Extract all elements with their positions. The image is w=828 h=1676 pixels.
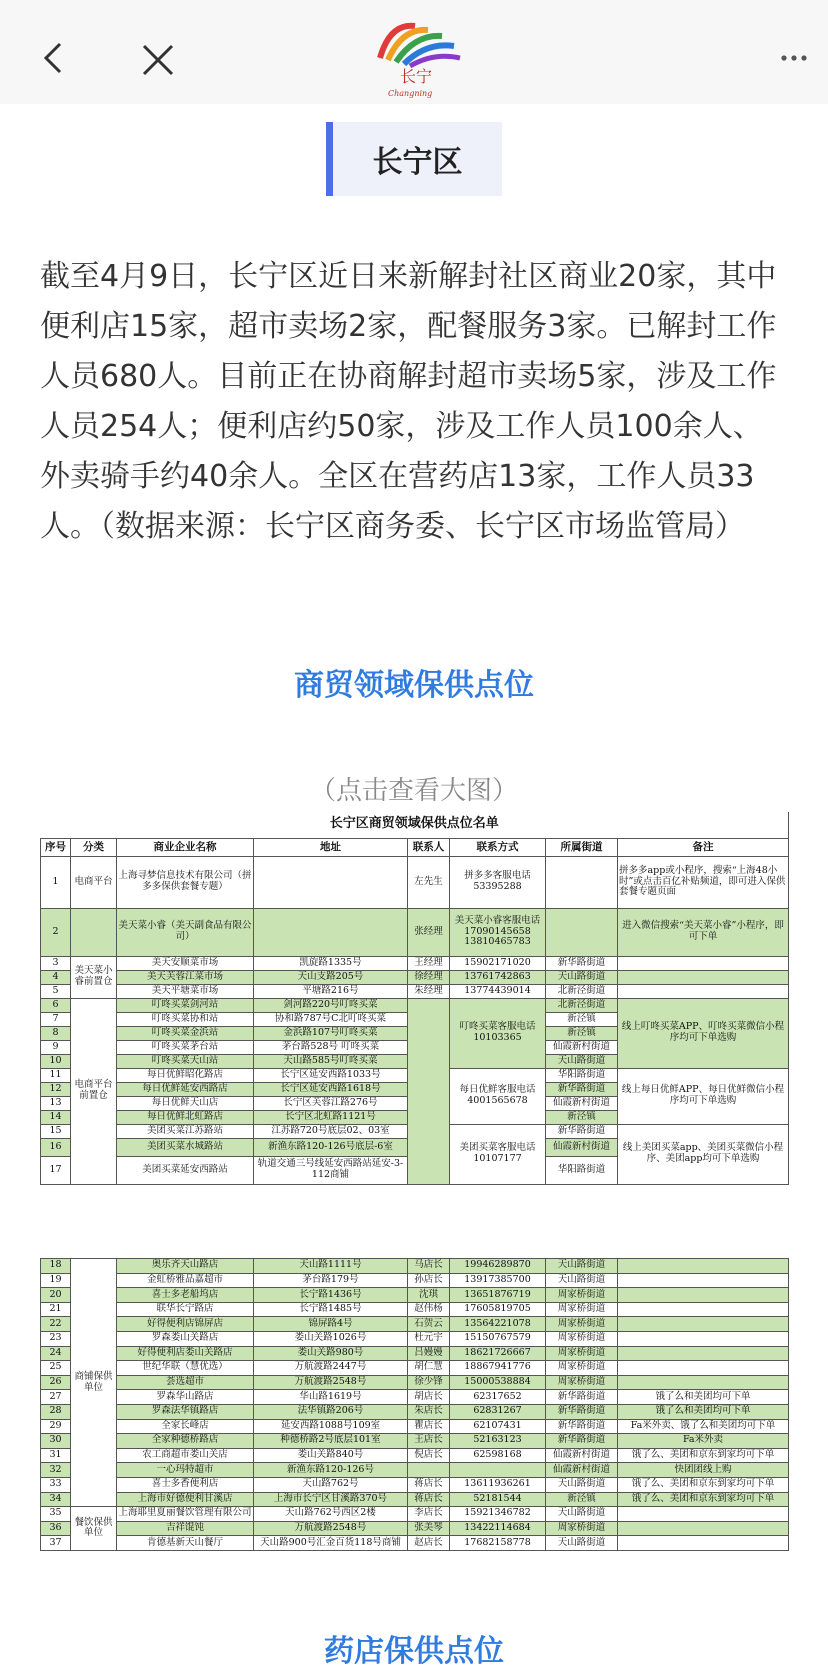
cell-no: 17 [41,1156,71,1184]
cell-contact: 徐经理 [408,970,450,984]
column-header: 地址 [254,838,408,856]
cell-contact: 王店长 [408,1434,450,1449]
cell-note [618,1273,789,1288]
column-header: 所属街道 [546,838,618,856]
cell-street: 仙霞新村街道 [546,1448,618,1463]
cell-address: 万航渡路2548号 [254,1375,408,1390]
cell-street: 华阳路街道 [546,1068,618,1082]
cell-street: 周家桥街道 [546,1317,618,1332]
cell-name: 联华长宁路店 [117,1302,254,1317]
column-header: 联系人 [408,838,450,856]
changning-logo [360,18,470,98]
cell-street: 新泾镇 [546,1492,618,1507]
cell-no: 14 [41,1110,71,1124]
cell-name: 全家种德桥路店 [117,1434,254,1449]
cell-street: 周家桥街道 [546,1331,618,1346]
cell-address: 天山支路205号 [254,970,408,984]
cell-street: 新泾镇 [546,1110,618,1124]
cell-name: 喜士多香便利店 [117,1477,254,1492]
cell-street: 北新泾街道 [546,984,618,998]
table-row [41,1390,789,1405]
cell-category [71,908,117,956]
cell-contact: 瞿店长 [408,1419,450,1434]
cell-no: 13 [41,1096,71,1110]
cell-no: 25 [41,1361,71,1376]
cell-street: 天山路街道 [546,970,618,984]
cell-contact: 赵店长 [408,1536,450,1551]
cell-no: 26 [41,1375,71,1390]
cell-address [254,908,408,956]
cell-street: 仙霞新村街道 [546,1138,618,1156]
cell-contact: 胡店长 [408,1390,450,1405]
cell-name: 一心玛特超市 [117,1463,254,1478]
cell-phone: 62317652 [450,1390,546,1405]
cell-street: 新泾镇 [546,1026,618,1040]
cell-address: 长宁区北虹路1121号 [254,1110,408,1124]
cell-address: 种德桥路2号底层101室 [254,1434,408,1449]
cell-category: 商铺保供单位 [71,1259,117,1507]
cell-no: 28 [41,1404,71,1419]
cell-address: 长宁区延安西路1618号 [254,1082,408,1096]
cell-address: 天山路900号汇金百货118号商铺 [254,1536,408,1551]
cell-no: 20 [41,1288,71,1303]
cell-street: 周家桥街道 [546,1521,618,1536]
cell-phone: 13651876719 [450,1288,546,1303]
table-row [41,1273,789,1288]
cell-street: 周家桥街道 [546,1361,618,1376]
cell-street: 北新泾街道 [546,998,618,1012]
cell-phone: 19946289870 [450,1259,546,1274]
cell-street: 天山路街道 [546,1273,618,1288]
cell-phone: 美团买菜客服电话 10107177 [450,1124,546,1184]
cell-note [618,1288,789,1303]
cell-address: 长宁路1485号 [254,1302,408,1317]
cell-name: 美团买菜水城路站 [117,1138,254,1156]
cell-address: 茅台路528号 叮咚买菜 [254,1040,408,1054]
cell-no: 4 [41,970,71,984]
cell-no: 37 [41,1536,71,1551]
cell-address: 轨道交通三号线延安西路站延安-3-112商铺 [254,1156,408,1184]
cell-address: 上海市长宁区甘溪路370号 [254,1492,408,1507]
cell-category: 电商平台 [71,856,117,908]
table-row [41,1477,789,1492]
cell-note: 饿了么、美团和京东到家均可下单 [618,1477,789,1492]
cell-street: 仙霞新村街道 [546,1096,618,1110]
cell-no: 36 [41,1521,71,1536]
cell-street: 新华路街道 [546,1434,618,1449]
cell-contact: 张经理 [408,908,450,956]
cell-street [546,908,618,956]
cell-address: 长宁区芙蓉江路276号 [254,1096,408,1110]
cell-street: 新华路街道 [546,1082,618,1096]
cell-address: 万航渡路2447号 [254,1361,408,1376]
cell-no: 10 [41,1054,71,1068]
cell-street: 仙霞新村街道 [546,1040,618,1054]
cell-note [618,1536,789,1551]
cell-note: Fa米外卖 [618,1434,789,1449]
cell-no: 33 [41,1477,71,1492]
cell-contact: 蒋店长 [408,1492,450,1507]
cell-address: 锦屏路4号 [254,1317,408,1332]
cell-contact [408,998,450,1184]
cell-address: 长宁路1436号 [254,1288,408,1303]
cell-street: 周家桥街道 [546,1288,618,1303]
cell-no: 24 [41,1346,71,1361]
cell-no: 18 [41,1259,71,1274]
cell-address: 金浜路107号叮咚买菜 [254,1026,408,1040]
cell-no: 15 [41,1124,71,1138]
cell-name: 每日优鲜昭化路店 [117,1068,254,1082]
cell-phone: 13917385700 [450,1273,546,1288]
table-row [41,956,789,970]
cell-name: 每日优鲜天山店 [117,1096,254,1110]
cell-phone: 美天菜小睿客服电话 17090145658 13810465783 [450,908,546,956]
cell-name: 金虹桥雅品嘉超市 [117,1273,254,1288]
cell-no: 3 [41,956,71,970]
cell-contact: 朱经理 [408,984,450,998]
section-title: 长宁区 [326,122,502,196]
cell-note: 饿了么、美团和京东到家均可下单 [618,1492,789,1507]
cell-contact: 李店长 [408,1507,450,1522]
cell-contact: 沈琪 [408,1288,450,1303]
cell-address: 新渔东路120-126号 [254,1463,408,1478]
table-row [41,908,789,956]
close-icon[interactable] [140,42,176,78]
cell-no: 8 [41,1026,71,1040]
cell-note: Fa米外卖、饿了么和美团均可下单 [618,1419,789,1434]
cell-contact: 张美琴 [408,1521,450,1536]
table-row [41,1375,789,1390]
cell-no: 19 [41,1273,71,1288]
cell-name: 好得便利店娄山关路店 [117,1346,254,1361]
cell-name: 每日优鲜北虹路店 [117,1110,254,1124]
cell-note: 线上每日优鲜APP、每日优鲜微信小程序均可下单选购 [618,1068,789,1124]
cell-street: 新华路街道 [546,1419,618,1434]
cell-note [618,1507,789,1522]
cell-note: 饿了么和美团均可下单 [618,1390,789,1405]
cell-name: 罗森娄山关路店 [117,1331,254,1346]
cell-address: 天山路585号叮咚买菜 [254,1054,408,1068]
cell-phone: 13564221078 [450,1317,546,1332]
cell-address: 天山路762号 [254,1477,408,1492]
cell-category: 电商平台前置仓 [71,998,117,1184]
cell-phone: 拼多多客服电话53395288 [450,856,546,908]
cell-name: 荟选超市 [117,1375,254,1390]
table-row [41,1346,789,1361]
cell-name: 世纪华联（慧优选） [117,1361,254,1376]
cell-name: 美天平塘菜市场 [117,984,254,998]
cell-address: 延安西路1088号109室 [254,1419,408,1434]
cell-note [618,1361,789,1376]
column-header: 商业企业名称 [117,838,254,856]
cell-phone: 52181544 [450,1492,546,1507]
cell-no: 30 [41,1434,71,1449]
cell-name: 美天芙蓉江菜市场 [117,970,254,984]
cell-no: 35 [41,1507,71,1522]
cell-name: 罗森法华镇路店 [117,1404,254,1419]
cell-address: 新渔东路120-126号底层-6室 [254,1138,408,1156]
cell-no: 22 [41,1317,71,1332]
cell-no: 6 [41,998,71,1012]
cell-no: 34 [41,1492,71,1507]
cell-contact: 徐少锋 [408,1375,450,1390]
cell-name: 叮咚买菜剑河站 [117,998,254,1012]
cell-address: 剑河路220号叮咚买菜 [254,998,408,1012]
cell-address: 万航渡路2548号 [254,1521,408,1536]
column-header: 联系方式 [450,838,546,856]
cell-address: 江苏路720号底层02、03室 [254,1124,408,1138]
cell-name: 奥乐齐天山路店 [117,1259,254,1274]
cell-street [546,856,618,908]
column-header: 分类 [71,838,117,856]
cell-phone: 62107431 [450,1419,546,1434]
cell-address: 平塘路216号 [254,984,408,998]
cell-contact: 吕嫚嫚 [408,1346,450,1361]
cell-contact: 石贺云 [408,1317,450,1332]
view-large-image-hint[interactable]: （点击查看大图） [309,776,518,806]
cell-name: 上海耶里夏丽餐饮管理有限公司 [117,1507,254,1522]
cell-note [618,956,789,970]
cell-street: 新华路街道 [546,956,618,970]
cell-note: 进入微信搜索“美天菜小睿”小程序，即可下单 [618,908,789,956]
cell-no: 29 [41,1419,71,1434]
top-bar [0,0,828,104]
cell-street: 天山路街道 [546,1477,618,1492]
cell-contact [408,1463,450,1478]
table-row [41,1463,789,1478]
cell-phone: 15921346782 [450,1507,546,1522]
cell-address: 娄山关路1026号 [254,1331,408,1346]
cell-phone: 18867941776 [450,1361,546,1376]
cell-no: 31 [41,1448,71,1463]
cell-no: 32 [41,1463,71,1478]
cell-note [618,1346,789,1361]
cell-no: 21 [41,1302,71,1317]
cell-phone [450,1463,546,1478]
cell-address: 法华镇路206号 [254,1404,408,1419]
cell-street: 新华路街道 [546,1404,618,1419]
cell-address: 娄山关路840号 [254,1448,408,1463]
cell-name: 罗森华山路店 [117,1390,254,1405]
logo-subtext: Changning [388,89,433,98]
cell-name: 上海寻梦信息技术有限公司（拼多多保供套餐专题） [117,856,254,908]
cell-address: 天山路762号西区2楼 [254,1507,408,1522]
cell-name: 全家长峰店 [117,1419,254,1434]
table-caption: 长宁区商贸领域保供点位名单 [41,812,789,838]
cell-note [618,1375,789,1390]
table-row [41,1507,789,1522]
heading-pharmacy-supply: 药店保供点位 [324,1634,504,1669]
table-row [41,970,789,984]
cell-no: 5 [41,984,71,998]
cell-phone: 每日优鲜客服电话 4001565678 [450,1068,546,1124]
cell-street: 天山路街道 [546,1259,618,1274]
cell-no: 27 [41,1390,71,1405]
cell-name: 美团买菜延安西路站 [117,1156,254,1184]
cell-street: 周家桥街道 [546,1302,618,1317]
more-icon[interactable] [780,48,808,68]
cell-phone: 17605819705 [450,1302,546,1317]
cell-contact: 王经理 [408,956,450,970]
chevron-left-icon[interactable] [38,38,68,78]
cell-name: 好得便利店锦屏店 [117,1317,254,1332]
cell-note: 线上叮咚买菜APP、叮咚买菜微信小程序均可下单选购 [618,998,789,1068]
table-row [41,998,789,1012]
cell-name: 美团买菜江苏路站 [117,1124,254,1138]
table-row [41,1331,789,1346]
cell-street: 新泾镇 [546,1012,618,1026]
cell-contact: 胡仁慧 [408,1361,450,1376]
table-row [41,1448,789,1463]
column-header: 序号 [41,838,71,856]
cell-phone: 15000538884 [450,1375,546,1390]
column-header: 备注 [618,838,789,856]
cell-no: 23 [41,1331,71,1346]
cell-category: 美天菜小睿前置仓 [71,956,117,998]
cell-street: 天山路街道 [546,1536,618,1551]
cell-note: 饿了么和美团均可下单 [618,1404,789,1419]
cell-address: 协和路787号C北叮咚买菜 [254,1012,408,1026]
cell-phone: 13611936261 [450,1477,546,1492]
cell-note: 线上美团买菜app、美团买菜微信小程序、美团app均可下单选购 [618,1124,789,1184]
cell-no: 1 [41,856,71,908]
cell-street: 天山路街道 [546,1507,618,1522]
cell-contact: 左先生 [408,856,450,908]
cell-street: 天山路街道 [546,1054,618,1068]
cell-address: 天山路1111号 [254,1259,408,1274]
logo-text: 长宁 [400,67,433,86]
cell-name: 肯德基新天山餐厅 [117,1536,254,1551]
cell-no: 16 [41,1138,71,1156]
cell-name: 农工商超市娄山关店 [117,1448,254,1463]
cell-address: 华山路1619号 [254,1390,408,1405]
table-row [41,1317,789,1332]
cell-contact: 蒋店长 [408,1477,450,1492]
cell-street: 新华路街道 [546,1390,618,1405]
cell-phone: 62831267 [450,1404,546,1419]
cell-note [618,1331,789,1346]
cell-note [618,1521,789,1536]
cell-phone: 13422114684 [450,1521,546,1536]
heading-trade-supply: 商贸领域保供点位 [294,668,534,703]
cell-contact: 赵伟杨 [408,1302,450,1317]
table-row [41,1492,789,1507]
cell-name: 吉祥馄饨 [117,1521,254,1536]
cell-note [618,1317,789,1332]
cell-street: 仙霞新村街道 [546,1463,618,1478]
cell-note: 快团团线上购 [618,1463,789,1478]
cell-phone: 13761742863 [450,970,546,984]
cell-street: 华阳路街道 [546,1156,618,1184]
cell-name: 叮咚买菜天山站 [117,1054,254,1068]
cell-note [618,1302,789,1317]
cell-no: 7 [41,1012,71,1026]
cell-name: 美天安顺菜市场 [117,956,254,970]
cell-contact: 杜元宇 [408,1331,450,1346]
cell-name: 叮咚买菜协和站 [117,1012,254,1026]
cell-phone: 15150767579 [450,1331,546,1346]
cell-phone: 52163123 [450,1434,546,1449]
cell-note [618,970,789,984]
cell-phone: 17682158778 [450,1536,546,1551]
trade-supply-table-1[interactable] [40,812,789,1185]
table-row [41,1434,789,1449]
table-row [41,1404,789,1419]
cell-phone: 62598168 [450,1448,546,1463]
intro-paragraph: 截至4月9日，长宁区近日来新解封社区商业20家，其中便利店15家，超市卖场2家，配餐服务3家。已解封工作人员680人。目前正在协商解封超市卖场5家，涉及工作人员254人；便利店约50家，涉及工作人员100余人、外卖骑手约40余人。全区在营药店13家，工作人员33人。（数据来源：长宁区商务委、长宁区市场监管局） [40,259,777,544]
cell-note [618,1259,789,1274]
cell-contact: 孙店长 [408,1273,450,1288]
cell-contact: 倪店长 [408,1448,450,1463]
cell-name: 每日优鲜延安西路店 [117,1082,254,1096]
cell-phone: 13774439014 [450,984,546,998]
cell-no: 9 [41,1040,71,1054]
trade-supply-table-2[interactable] [40,1258,789,1551]
cell-address: 长宁区延安西路1033号 [254,1068,408,1082]
cell-name: 叮咚买菜茅台站 [117,1040,254,1054]
cell-note: 饿了么、美团和京东到家均可下单 [618,1448,789,1463]
cell-no: 11 [41,1068,71,1082]
cell-address: 娄山关路980号 [254,1346,408,1361]
table-row [41,1361,789,1376]
cell-no: 2 [41,908,71,956]
cell-phone: 15902171020 [450,956,546,970]
cell-name: 上海市好德便利甘溪店 [117,1492,254,1507]
cell-address: 凯旋路1335号 [254,956,408,970]
cell-address [254,856,408,908]
table-row [41,984,789,998]
table-row [41,1536,789,1551]
cell-phone: 18621726667 [450,1346,546,1361]
table-row [41,1259,789,1274]
cell-street: 周家桥街道 [546,1375,618,1390]
cell-category: 餐饮保供单位 [71,1507,117,1551]
cell-street: 新华路街道 [546,1124,618,1138]
cell-note [618,984,789,998]
table-row [41,856,789,908]
cell-note: 拼多多app或小程序，搜索“上海48小时”或点击百亿补贴频道，即可进入保供套餐专题页面 [618,856,789,908]
table-row [41,1419,789,1434]
cell-no: 12 [41,1082,71,1096]
cell-name: 叮咚买菜金浜站 [117,1026,254,1040]
cell-name: 美天菜小睿（美天副食品有限公司） [117,908,254,956]
cell-street: 周家桥街道 [546,1346,618,1361]
cell-name: 喜士多老船坞店 [117,1288,254,1303]
table-row [41,1288,789,1303]
table-row [41,1521,789,1536]
cell-contact: 朱店长 [408,1404,450,1419]
cell-phone: 叮咚买菜客服电话 10103365 [450,998,546,1068]
cell-contact: 马店长 [408,1259,450,1274]
table-row [41,1302,789,1317]
cell-address: 茅台路179号 [254,1273,408,1288]
